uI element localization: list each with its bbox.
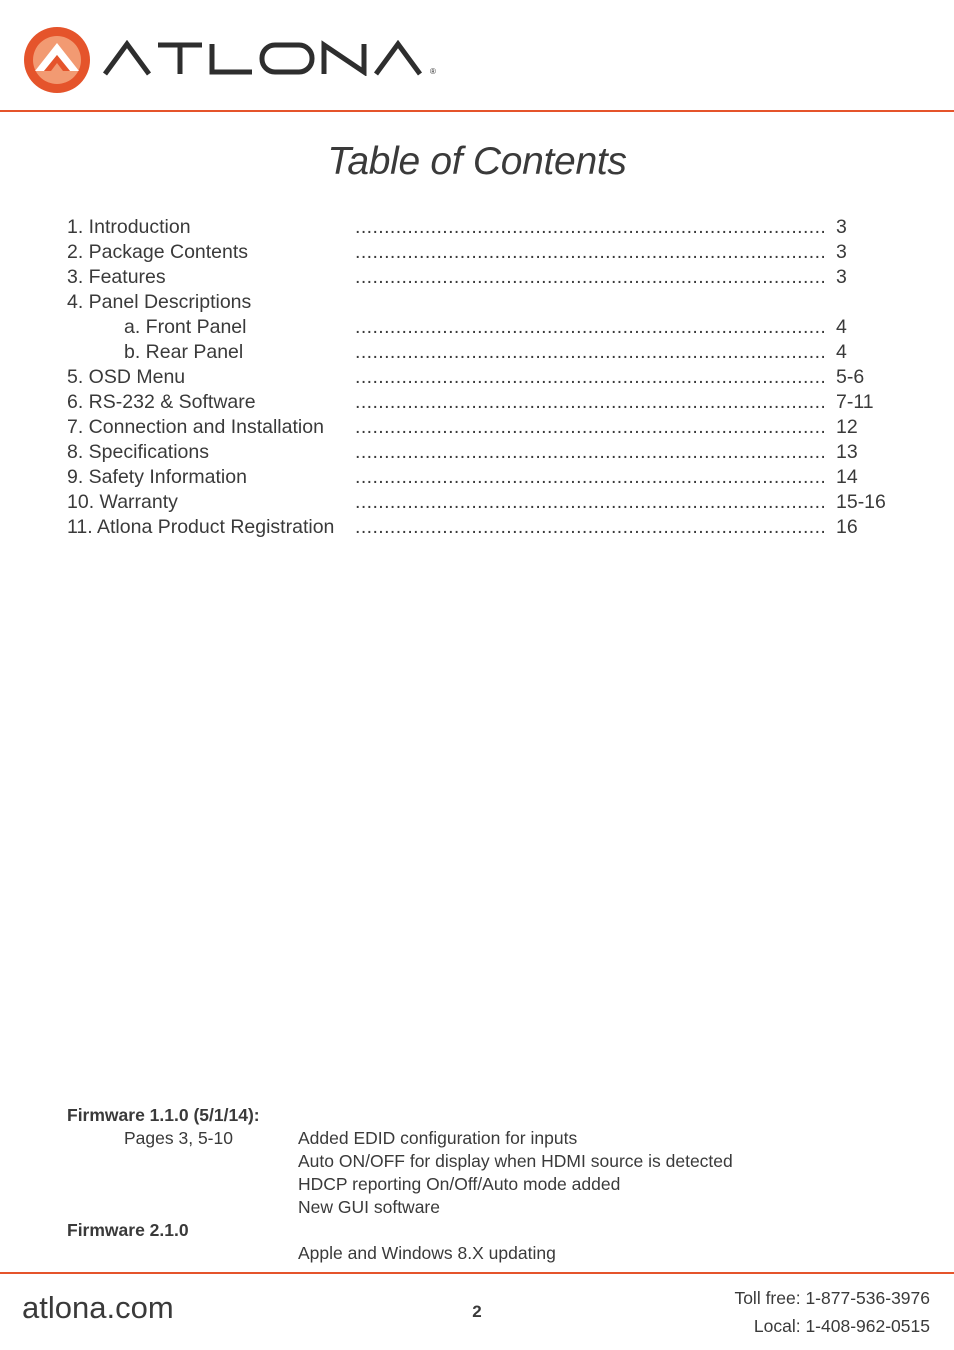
registered-mark: ®	[430, 67, 436, 76]
toc-entry-label: 3. Features	[67, 266, 166, 288]
firmware-heading: Firmware 1.1.0 (5/1/14):	[67, 1105, 260, 1125]
toc-entry-page: 3	[836, 216, 847, 238]
firmware-pages: Pages 3, 5-10	[124, 1128, 233, 1148]
page-title: Table of Contents	[327, 140, 627, 183]
toc-entry-label: 5. OSD Menu	[67, 366, 186, 388]
toc-entry-label: 7. Connection and Installation	[67, 416, 324, 438]
footer-rule	[0, 1272, 954, 1274]
toc-entry-label: a. Front Panel	[124, 316, 247, 338]
toc-entry	[67, 390, 907, 415]
toc-dot-leader: .................................................................................	[355, 266, 827, 288]
toc-entry-page: 7-11	[836, 391, 874, 413]
firmware-note-row	[67, 1196, 927, 1219]
toc-entry-page: 4	[836, 341, 847, 363]
firmware-note: Apple and Windows 8.X updating	[298, 1243, 556, 1263]
toc-entry	[67, 315, 907, 340]
toc-dot-leader: .................................................................................	[355, 366, 827, 388]
toc-dot-leader: .................................................................................	[355, 516, 827, 538]
toc-entry-label: 8. Specifications	[67, 441, 209, 463]
toc-entry	[67, 240, 907, 265]
toc-entry	[67, 415, 907, 440]
toc-entry-label: 11. Atlona Product Registration	[67, 516, 335, 538]
toc-entry	[67, 440, 907, 465]
toc-entry-label: 1. Introduction	[67, 216, 191, 238]
firmware-note-row	[67, 1127, 927, 1150]
toc-entry-label: 4. Panel Descriptions	[67, 291, 252, 313]
toc-entry	[67, 490, 907, 515]
firmware-heading: Firmware 2.1.0	[67, 1220, 189, 1240]
toc-entry-page: 3	[836, 266, 847, 288]
toc-entry	[67, 515, 907, 540]
header	[0, 0, 954, 112]
atlona-logo-icon	[22, 25, 92, 95]
firmware-note: New GUI software	[298, 1197, 440, 1217]
firmware-note-row	[67, 1242, 927, 1265]
toc-dot-leader: .................................................................................	[355, 391, 827, 413]
toc-entry	[67, 340, 907, 365]
toc-entry-page: 15-16	[836, 491, 886, 513]
toc-entry-page: 14	[836, 466, 858, 488]
toc-entry-label: 2. Package Contents	[67, 241, 249, 263]
firmware-notes	[67, 1104, 927, 1265]
toc-dot-leader: .................................................................................	[355, 466, 827, 488]
firmware-note: Added EDID configuration for inputs	[298, 1128, 578, 1148]
toc-entry-page: 16	[836, 516, 858, 538]
toc-dot-leader: .................................................................................	[355, 216, 827, 238]
toc-entry	[67, 290, 907, 315]
firmware-note-row	[67, 1173, 927, 1196]
toc-dot-leader: .................................................................................	[355, 241, 827, 263]
toc-entry-page: 12	[836, 416, 858, 438]
toc-entry	[67, 465, 907, 490]
header-rule	[0, 110, 954, 112]
toc-entry	[67, 215, 907, 240]
firmware-note: HDCP reporting On/Off/Auto mode added	[298, 1174, 621, 1194]
local-number: Local: 1-408-962-0515	[753, 1316, 930, 1336]
toc-dot-leader: .................................................................................	[355, 441, 827, 463]
toc-entry	[67, 365, 907, 390]
toc-entry-label: b. Rear Panel	[124, 341, 244, 363]
toc-entry-page: 5-6	[836, 366, 865, 388]
toc-entry-page: 4	[836, 316, 847, 338]
toc-dot-leader: .................................................................................	[355, 416, 827, 438]
toc-dot-leader: .................................................................................	[355, 341, 827, 363]
page-number: 2	[472, 1302, 482, 1321]
footer-site: atlona.com	[22, 1290, 174, 1325]
firmware-note: Auto ON/OFF for display when HDMI source is detected	[298, 1151, 733, 1171]
toc-entry-label: 9. Safety Information	[67, 466, 247, 488]
toc-entry-label: 6. RS-232 & Software	[67, 391, 256, 413]
firmware-note-row	[67, 1150, 927, 1173]
toc-dot-leader: .................................................................................	[355, 316, 827, 338]
toc-dot-leader: .................................................................................	[355, 491, 827, 513]
footer-contact	[734, 1284, 930, 1340]
toc-entry-page: 13	[836, 441, 858, 463]
atlona-wordmark	[102, 40, 442, 76]
toc-entry-label: 10. Warranty	[67, 491, 178, 513]
toll-free-number: Toll free: 1-877-536-3976	[734, 1288, 930, 1308]
table-of-contents	[67, 215, 907, 540]
toc-entry	[67, 265, 907, 290]
toc-entry-page: 3	[836, 241, 847, 263]
